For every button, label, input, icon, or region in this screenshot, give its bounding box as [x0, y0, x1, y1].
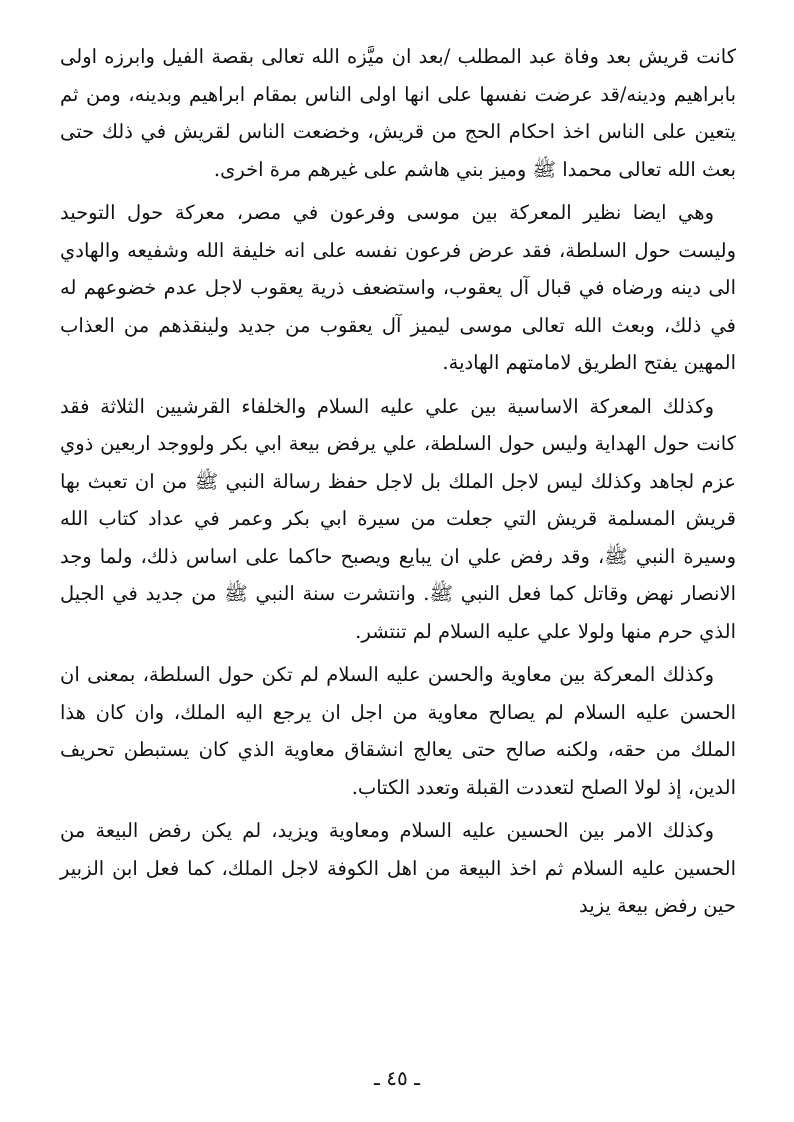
page-number: ـ ٤٥ ـ	[374, 1066, 420, 1090]
document-body	[60, 38, 736, 1068]
paragraph-3: وكذلك المعركة الاساسية بين علي عليه السلام والخلفاء القرشيين الثلاثة فقد كانت حول الهداية وليس حول السلطة، علي يرفض بيعة ابي بكر ولووجد اربعين ذوي عزم لجاهد وكذلك ليس لاجل الملك بل لاجل حفظ رسالة النبي ﷺ من ان تعبث بها قريش المسلمة قريش التي جعلت من سيرة ابي بكر وعمر في عداد كتاب الله وسيرة النبي ﷺ، وقد رفض علي ان يبايع ويصبح حاكما على اساس ذلك، ولما وجد الانصار نهض وقاتل كما فعل النبي ﷺ. وانتشرت سنة النبي ﷺ من جديد في الجيل الذي حرم منها ولولا علي عليه السلام لم تنتشر.	[60, 394, 736, 643]
paragraph-2: وهي ايضا نظير المعركة بين موسى وفرعون في مصر، معركة حول التوحيد وليست حول السلطة، فقد عرض فرعون نفسه على انه خليفة الله وشفيعه والهادي الى دينه ورضاه في قبال آل يعقوب، واستضعف ذرية يعقوب لاجل عدم خضوعهم له في ذلك، وبعث الله تعالى موسى ليميز آل يعقوب من جديد ولينقذهم من العذاب المهين يفتح الطريق لامامتهم الهادية.	[60, 201, 736, 374]
paragraph-5: وكذلك الامر بين الحسين عليه السلام ومعاوية ويزيد، لم يكن رفض البيعة من الحسين عليه السلام ثم اخذ البيعة من اهل الكوفة لاجل الملك، كما فعل ابن الزبير حين رفض بيعة يزيد	[60, 819, 736, 917]
paragraph-1: كانت قريش بعد وفاة عبد المطلب /بعد ان ميَّزه الله تعالى بقصة الفيل وابرزه اولى بابراهيم ودينه/قد عرضت نفسها على انها اولى الناس بمقام ابراهيم وبدينه، ومن ثم يتعين على الناس اخذ احكام الحج من قريش، وخضعت الناس لقريش في ذلك حتى بعث الله تعالى محمدا ﷺ وميز بني هاشم على غيرهم مرة اخرى.	[60, 45, 736, 181]
paragraph-4: وكذلك المعركة بين معاوية والحسن عليه السلام لم تكن حول السلطة، بمعنى ان الحسن عليه السلام لم يصالح معاوية من اجل ان يرجع اليه الملك، وان كان هذا الملك من حقه، ولكنه صالح حتى يعالج انشقاق معاوية الذي كان يستبطن تحريف الدين، إذ لولا الصلح لتعددت القبلة وتعدد الكتاب.	[60, 663, 736, 799]
